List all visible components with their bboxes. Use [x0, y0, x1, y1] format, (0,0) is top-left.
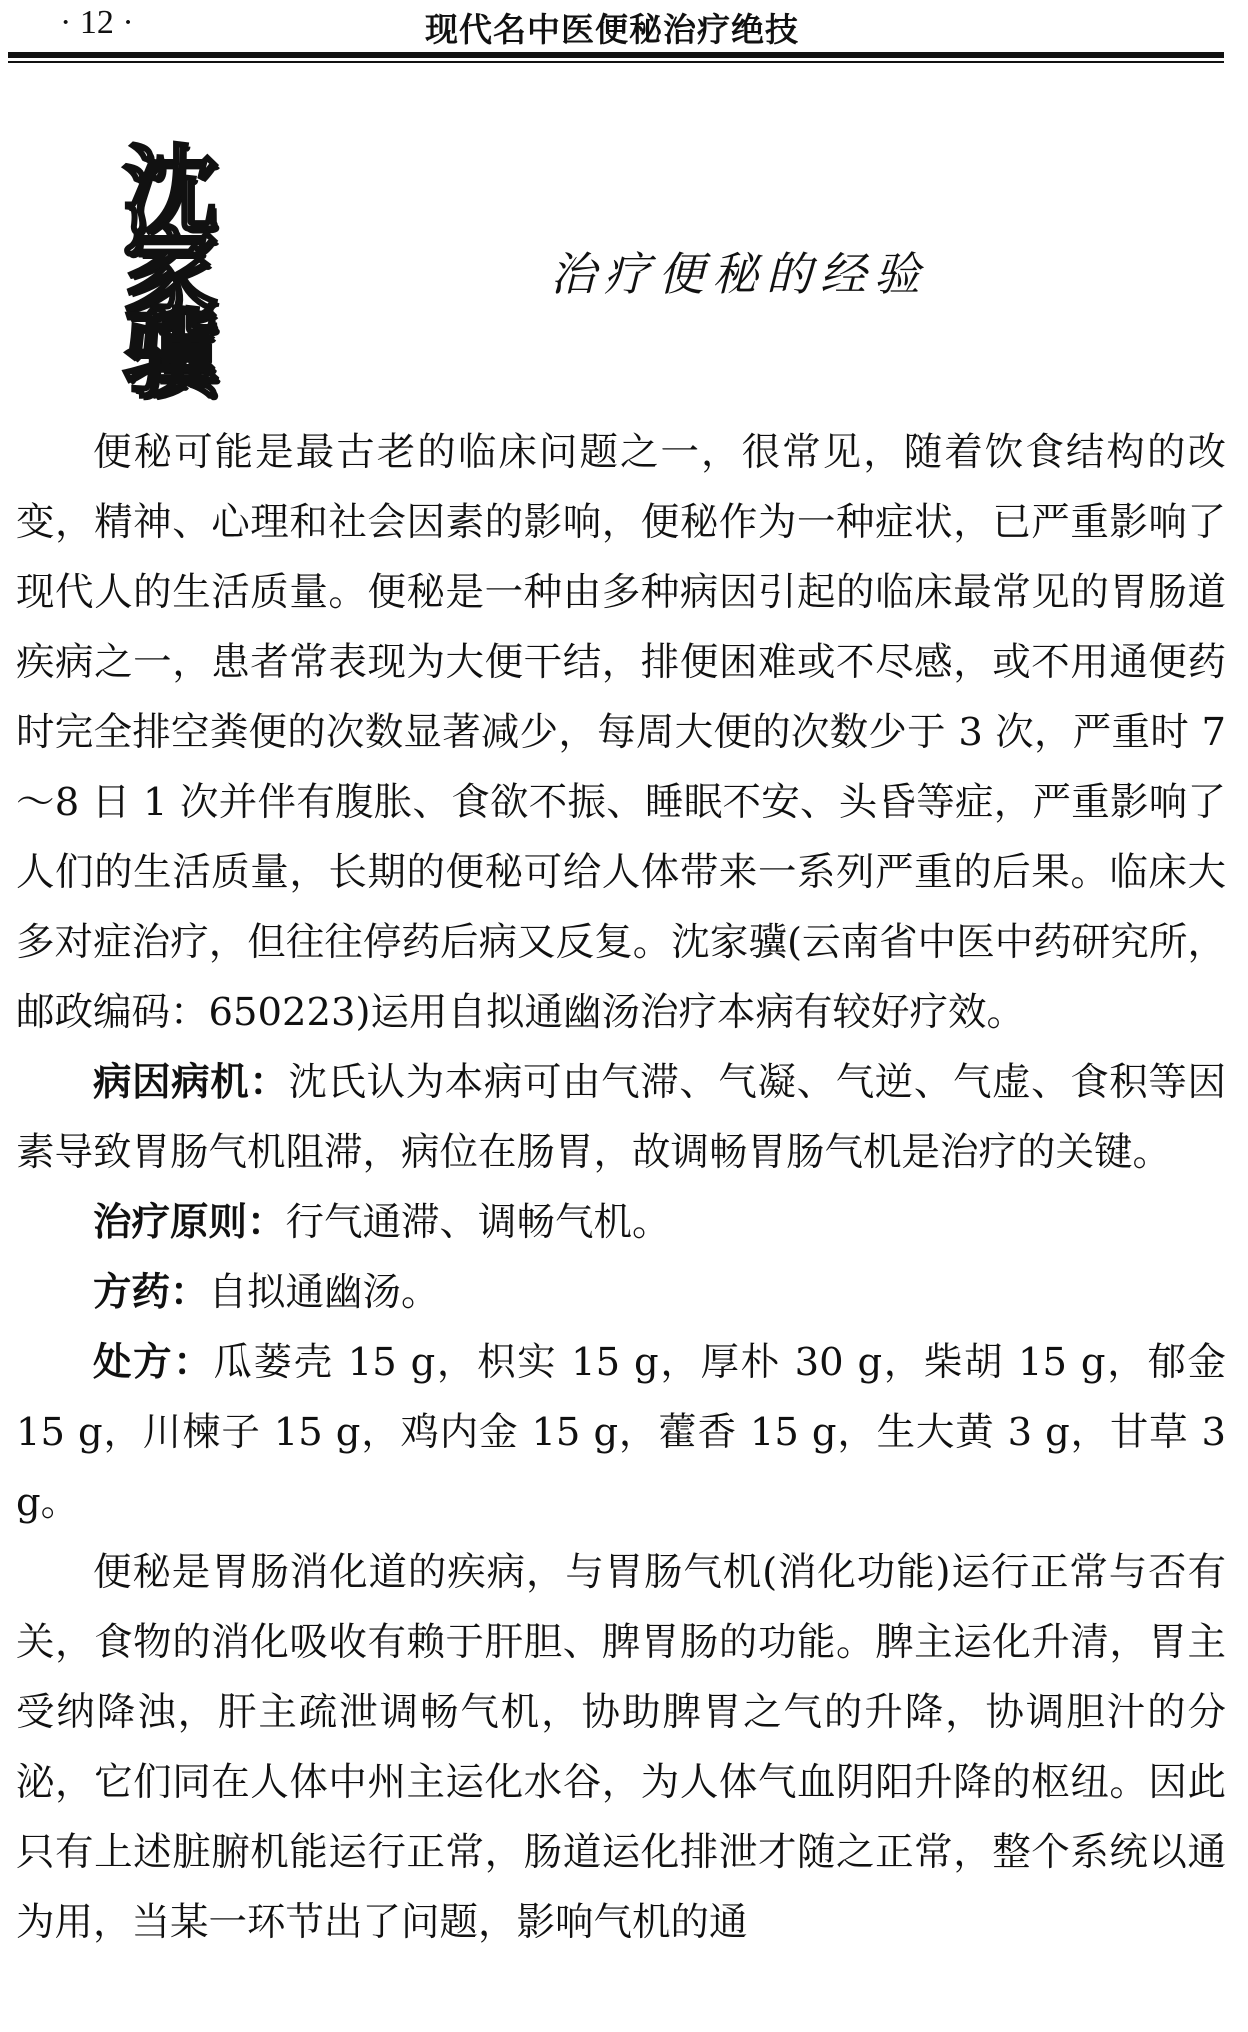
author-char: 沈: [122, 134, 219, 247]
paragraph-label: 治疗原则：: [93, 1200, 286, 1245]
header-rule: [8, 52, 1224, 63]
author-char: 家: [122, 216, 219, 329]
paragraph-label: 处方：: [93, 1340, 214, 1385]
running-title: 现代名中医便秘治疗绝技: [425, 10, 799, 49]
paragraph-text: 便秘是胃肠消化道的疾病，与胃肠气机(消化功能)运行正常与否有关，食物的消化吸收有赖于肝胆、脾胃肠的功能。脾主运化升清，胃主受纳降浊，肝主疏泄调畅气机，协助脾胃之气的升降，协调胆汁的分泌，它们同在人体中州主运化水谷，为人体气血阴阳升降的枢纽。因此只有上述脏腑机能运行正常，肠道运化排泄才随之正常，整个系统以通为用，当某一环节出了问题，影响气机的通: [16, 1550, 1226, 1945]
paragraph-text: 瓜蒌壳 15 g，枳实 15 g，厚朴 30 g，柴胡 15 g，郁金 15 g，川楝子 15 g，鸡内金 15 g，藿香 15 g，生大黄 3 g，甘草 3 g。: [16, 1340, 1226, 1525]
paragraph-formula: [16, 1258, 1226, 1328]
paragraph-label: 病因病机：: [93, 1060, 289, 1105]
paragraph-text: 自拟通幽汤。: [208, 1270, 440, 1315]
author-char: 骥: [122, 298, 219, 411]
paragraph-text: 行气通滞、调畅气机。: [285, 1200, 671, 1245]
paragraph-etiology: [16, 1048, 1226, 1188]
page-number: · 12 ·: [60, 4, 134, 41]
page-header: [20, 0, 1230, 50]
paragraph-label: 方药：: [93, 1270, 209, 1315]
paragraph-discussion: [16, 1538, 1226, 1958]
paragraph-principle: [16, 1188, 1226, 1258]
paragraph-intro: [16, 418, 1226, 1048]
author-name-vertical: [108, 134, 233, 411]
paragraph-text: 便秘可能是最古老的临床问题之一，很常见，随着饮食结构的改变，精神、心理和社会因素的影响，便秘作为一种症状，已严重影响了现代人的生活质量。便秘是一种由多种病因引起的临床最常见的胃肠道疾病之一，患者常表现为大便干结，排便困难或不尽感，或不用通便药时完全排空粪便的次数显著减少，每周大便的次数少于 3 次，严重时 7～8 日 1 次并伴有腹胀、食欲不振、睡眠不安、头昏等症，严重影响了人们的生活质量，长期的便秘可给人体带来一系列严重的后果。临床大多对症治疗，但往往停药后病又反复。沈家骥(云南省中医中药研究所，邮政编码：650223)运用自拟通幽汤治疗本病有较好疗效。: [16, 430, 1226, 1035]
article-body: [16, 418, 1226, 1958]
article-title: 治疗便秘的经验: [550, 247, 928, 301]
paragraph-prescription: [16, 1328, 1226, 1538]
paragraph-text: 沈氏认为本病可由气滞、气凝、气逆、气虚、食积等因素导致胃肠气机阻滞，病位在肠胃，故调畅胃肠气机是治疗的关键。: [16, 1060, 1226, 1175]
